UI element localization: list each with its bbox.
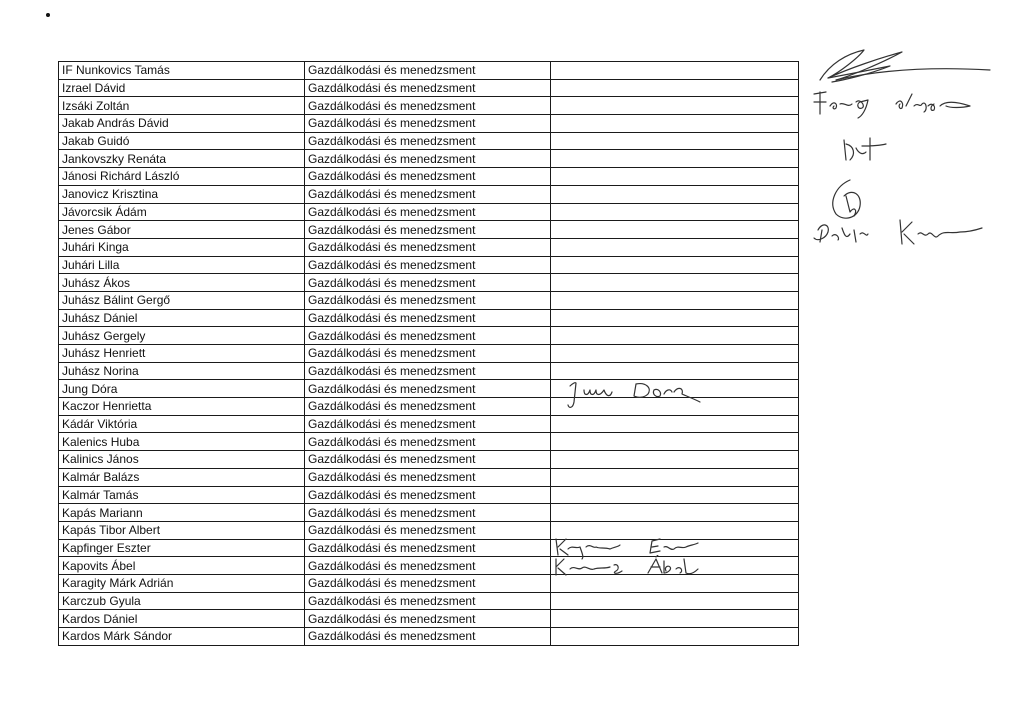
- program-cell: Gazdálkodási és menedzsment: [305, 521, 551, 539]
- name-cell: Kádár Viktória: [59, 415, 305, 433]
- signature-cell: [551, 274, 799, 292]
- name-cell: Kardos Dániel: [59, 610, 305, 628]
- attendance-table-body: [59, 62, 799, 646]
- table-row: [59, 415, 799, 433]
- name-cell: Karagity Márk Adrián: [59, 574, 305, 592]
- signature-cell: [551, 256, 799, 274]
- program-cell: Gazdálkodási és menedzsment: [305, 132, 551, 150]
- table-row: [59, 168, 799, 186]
- signature-cell: [551, 557, 799, 575]
- signature-cell: [551, 521, 799, 539]
- table-row: [59, 557, 799, 575]
- program-cell: Gazdálkodási és menedzsment: [305, 468, 551, 486]
- table-row: [59, 433, 799, 451]
- table-row: [59, 327, 799, 345]
- name-cell: Kapás Tibor Albert: [59, 521, 305, 539]
- table-row: [59, 398, 799, 416]
- signature-cell: [551, 574, 799, 592]
- name-cell: Juhász Bálint Gergő: [59, 291, 305, 309]
- program-cell: Gazdálkodási és menedzsment: [305, 168, 551, 186]
- name-cell: IF Nunkovics Tamás: [59, 62, 305, 80]
- signature-cell: [551, 610, 799, 628]
- program-cell: Gazdálkodási és menedzsment: [305, 610, 551, 628]
- program-cell: Gazdálkodási és menedzsment: [305, 291, 551, 309]
- name-cell: Kapás Mariann: [59, 504, 305, 522]
- table-row: [59, 504, 799, 522]
- name-cell: Kalenics Huba: [59, 433, 305, 451]
- program-cell: Gazdálkodási és menedzsment: [305, 380, 551, 398]
- signature-cell: [551, 115, 799, 133]
- name-cell: Janovicz Krisztina: [59, 185, 305, 203]
- program-cell: Gazdálkodási és menedzsment: [305, 203, 551, 221]
- program-cell: Gazdálkodási és menedzsment: [305, 539, 551, 557]
- name-cell: Jankovszky Renáta: [59, 150, 305, 168]
- table-row: [59, 309, 799, 327]
- attendance-table: [58, 61, 799, 646]
- name-cell: Kapovits Ábel: [59, 557, 305, 575]
- name-cell: Karczub Gyula: [59, 592, 305, 610]
- table-row: [59, 150, 799, 168]
- signature-cell: [551, 380, 799, 398]
- table-row: [59, 221, 799, 239]
- program-cell: Gazdálkodási és menedzsment: [305, 256, 551, 274]
- table-row: [59, 521, 799, 539]
- program-cell: Gazdálkodási és menedzsment: [305, 221, 551, 239]
- signature-cell: [551, 168, 799, 186]
- name-cell: Juhász Henriett: [59, 345, 305, 363]
- table-row: [59, 185, 799, 203]
- signature-cell: [551, 309, 799, 327]
- name-cell: Jung Dóra: [59, 380, 305, 398]
- name-cell: Jakab András Dávid: [59, 115, 305, 133]
- signature-cell: [551, 433, 799, 451]
- signature-cell: [551, 62, 799, 80]
- program-cell: Gazdálkodási és menedzsment: [305, 62, 551, 80]
- program-cell: Gazdálkodási és menedzsment: [305, 504, 551, 522]
- program-cell: Gazdálkodási és menedzsment: [305, 557, 551, 575]
- program-cell: Gazdálkodási és menedzsment: [305, 592, 551, 610]
- program-cell: Gazdálkodási és menedzsment: [305, 574, 551, 592]
- table-row: [59, 539, 799, 557]
- signature-cell: [551, 415, 799, 433]
- table-row: [59, 291, 799, 309]
- program-cell: Gazdálkodási és menedzsment: [305, 150, 551, 168]
- table-row: [59, 468, 799, 486]
- name-cell: Kaczor Henrietta: [59, 398, 305, 416]
- table-row: [59, 256, 799, 274]
- name-cell: Kapfinger Eszter: [59, 539, 305, 557]
- table-row: [59, 79, 799, 97]
- program-cell: Gazdálkodási és menedzsment: [305, 185, 551, 203]
- signature-cell: [551, 150, 799, 168]
- signature-cell: [551, 97, 799, 115]
- signature-cell: [551, 203, 799, 221]
- signature-cell: [551, 132, 799, 150]
- program-cell: Gazdálkodási és menedzsment: [305, 628, 551, 646]
- table-row: [59, 380, 799, 398]
- name-cell: Juhász Dániel: [59, 309, 305, 327]
- table-row: [59, 62, 799, 80]
- name-cell: Kalmár Tamás: [59, 486, 305, 504]
- program-cell: Gazdálkodási és menedzsment: [305, 327, 551, 345]
- signature-cell: [551, 592, 799, 610]
- table-row: [59, 274, 799, 292]
- table-row: [59, 132, 799, 150]
- program-cell: Gazdálkodási és menedzsment: [305, 486, 551, 504]
- name-cell: Juhári Lilla: [59, 256, 305, 274]
- name-cell: Juhári Kinga: [59, 238, 305, 256]
- name-cell: Kalinics János: [59, 451, 305, 469]
- name-cell: Kardos Márk Sándor: [59, 628, 305, 646]
- signature-cell: [551, 362, 799, 380]
- name-cell: Jakab Guidó: [59, 132, 305, 150]
- table-row: [59, 97, 799, 115]
- table-row: [59, 451, 799, 469]
- table-row: [59, 203, 799, 221]
- margin-signature-dr: [840, 130, 900, 166]
- table-row: [59, 362, 799, 380]
- signature-cell: [551, 79, 799, 97]
- signature-cell: [551, 628, 799, 646]
- table-row: [59, 238, 799, 256]
- signature-cell: [551, 345, 799, 363]
- signature-cell: [551, 398, 799, 416]
- program-cell: Gazdálkodási és menedzsment: [305, 345, 551, 363]
- program-cell: Gazdálkodási és menedzsment: [305, 415, 551, 433]
- program-cell: Gazdálkodási és menedzsment: [305, 79, 551, 97]
- signature-cell: [551, 327, 799, 345]
- program-cell: Gazdálkodási és menedzsment: [305, 274, 551, 292]
- signature-cell: [551, 468, 799, 486]
- signature-cell: [551, 185, 799, 203]
- table-row: [59, 592, 799, 610]
- table-row: [59, 486, 799, 504]
- signature-cell: [551, 221, 799, 239]
- name-cell: Izrael Dávid: [59, 79, 305, 97]
- name-cell: Jánosi Richárd László: [59, 168, 305, 186]
- table-row: [59, 610, 799, 628]
- table-row: [59, 115, 799, 133]
- signature-cell: [551, 291, 799, 309]
- name-cell: Juhász Norina: [59, 362, 305, 380]
- program-cell: Gazdálkodási és menedzsment: [305, 97, 551, 115]
- program-cell: Gazdálkodási és menedzsment: [305, 451, 551, 469]
- name-cell: Jávorcsik Ádám: [59, 203, 305, 221]
- program-cell: Gazdálkodási és menedzsment: [305, 433, 551, 451]
- program-cell: Gazdálkodási és menedzsment: [305, 309, 551, 327]
- signature-cell: [551, 504, 799, 522]
- program-cell: Gazdálkodási és menedzsment: [305, 398, 551, 416]
- name-cell: Kalmár Balázs: [59, 468, 305, 486]
- table-row: [59, 628, 799, 646]
- table-row: [59, 574, 799, 592]
- name-cell: Juhász Ákos: [59, 274, 305, 292]
- program-cell: Gazdálkodási és menedzsment: [305, 238, 551, 256]
- margin-signature-debeli-kinga: [810, 172, 990, 256]
- name-cell: Juhász Gergely: [59, 327, 305, 345]
- table-row: [59, 345, 799, 363]
- signature-cell: [551, 486, 799, 504]
- program-cell: Gazdálkodási és menedzsment: [305, 115, 551, 133]
- signature-cell: [551, 238, 799, 256]
- name-cell: Jenes Gábor: [59, 221, 305, 239]
- margin-signature-farago-andras: [810, 44, 1000, 130]
- signature-cell: [551, 451, 799, 469]
- program-cell: Gazdálkodási és menedzsment: [305, 362, 551, 380]
- scan-speck: [46, 13, 50, 17]
- name-cell: Izsáki Zoltán: [59, 97, 305, 115]
- signature-cell: [551, 539, 799, 557]
